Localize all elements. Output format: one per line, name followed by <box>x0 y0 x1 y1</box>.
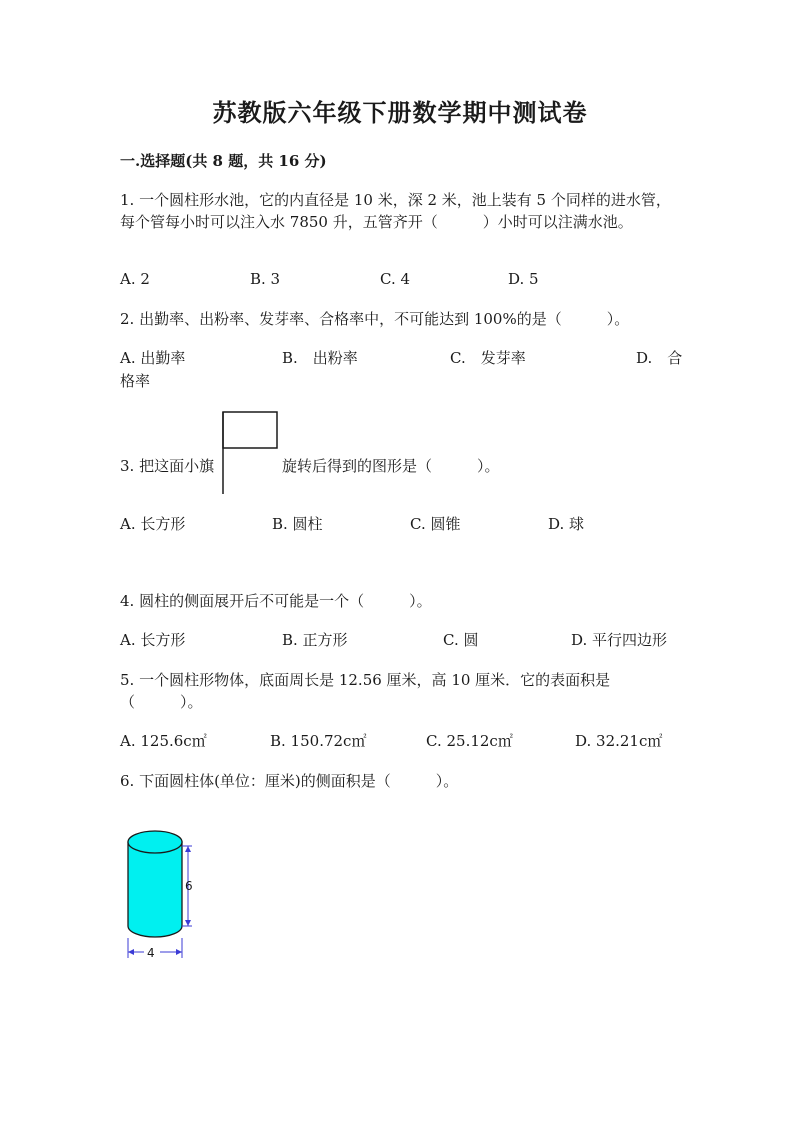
question-1-option-d[interactable]: D. 5 <box>508 270 539 288</box>
question-4-text: 4. 圆柱的侧面展开后不可能是一个（ ）。 <box>120 592 432 610</box>
question-2-option-c[interactable]: C. 发芽率 <box>450 349 526 367</box>
cylinder-body <box>128 842 182 937</box>
question-3-option-b[interactable]: B. 圆柱 <box>272 515 323 533</box>
question-3-option-d[interactable]: D. 球 <box>548 515 585 533</box>
question-2-option-d[interactable]: D. 合 <box>636 349 683 367</box>
question-2-option-b[interactable]: B. 出粉率 <box>282 349 358 367</box>
question-1-text: 1. 一个圆柱形水池，它的内直径是 10 米，深 2 米，池上装有 5 个同样的进水管，每个管每小时可以注入水 7850 升，五管齐开（ ）小时可以注满水池。 <box>120 191 671 231</box>
cylinder-top <box>128 831 182 853</box>
diameter-label: 4 <box>147 946 155 960</box>
question-4-option-d[interactable]: D. 平行四边形 <box>571 631 668 649</box>
flag-cloth <box>223 412 277 448</box>
question-4-option-b[interactable]: B. 正方形 <box>282 631 348 649</box>
question-5-text: 5. 一个圆柱形物体，底面周长是 12.56 厘米，高 10 厘米．它的表面积是（ ）。 <box>120 671 611 711</box>
question-5-option-a[interactable]: A. 125.6c㎡ <box>120 732 207 750</box>
diameter-dimension <box>128 938 182 958</box>
question-6-text: 6. 下面圆柱体(单位：厘米)的侧面积是（ ）。 <box>120 772 459 790</box>
question-1-option-b[interactable]: B. 3 <box>250 270 281 288</box>
question-2-option-a[interactable]: A. 出勤率 <box>120 349 186 367</box>
height-label: 6 <box>185 879 193 893</box>
question-4-option-a[interactable]: A. 长方形 <box>120 631 186 649</box>
question-5-option-c[interactable]: C. 25.12c㎡ <box>426 732 513 750</box>
page-title: 苏教版六年级下册数学期中测试卷 <box>212 98 588 127</box>
diameter-arrow-left <box>128 949 134 955</box>
question-4-option-c[interactable]: C. 圆 <box>443 631 479 649</box>
question-2-text: 2. 出勤率、出粉率、发芽率、合格率中，不可能达到 100%的是（ ）。 <box>120 310 630 328</box>
question-1-option-a[interactable]: A. 2 <box>120 270 150 288</box>
question-5-option-b[interactable]: B. 150.72c㎡ <box>270 732 367 750</box>
height-arrow-up <box>185 846 191 852</box>
cylinder-figure <box>118 820 208 962</box>
question-3-prefix: 3. 把这面小旗 <box>120 457 215 475</box>
question-2-option-d-wrap: 格率 <box>120 372 151 390</box>
diameter-arrow-right <box>176 949 182 955</box>
section-heading: 一.选择题(共 8 题，共 16 分) <box>120 152 327 170</box>
question-1-option-c[interactable]: C. 4 <box>380 270 411 288</box>
question-3-option-a[interactable]: A. 长方形 <box>120 515 186 533</box>
question-3-suffix: 旋转后得到的图形是（ ）。 <box>282 457 500 475</box>
height-arrow-down <box>185 920 191 926</box>
question-5-option-d[interactable]: D. 32.21c㎡ <box>575 732 663 750</box>
flag-figure <box>218 410 282 496</box>
question-3-option-c[interactable]: C. 圆锥 <box>410 515 461 533</box>
